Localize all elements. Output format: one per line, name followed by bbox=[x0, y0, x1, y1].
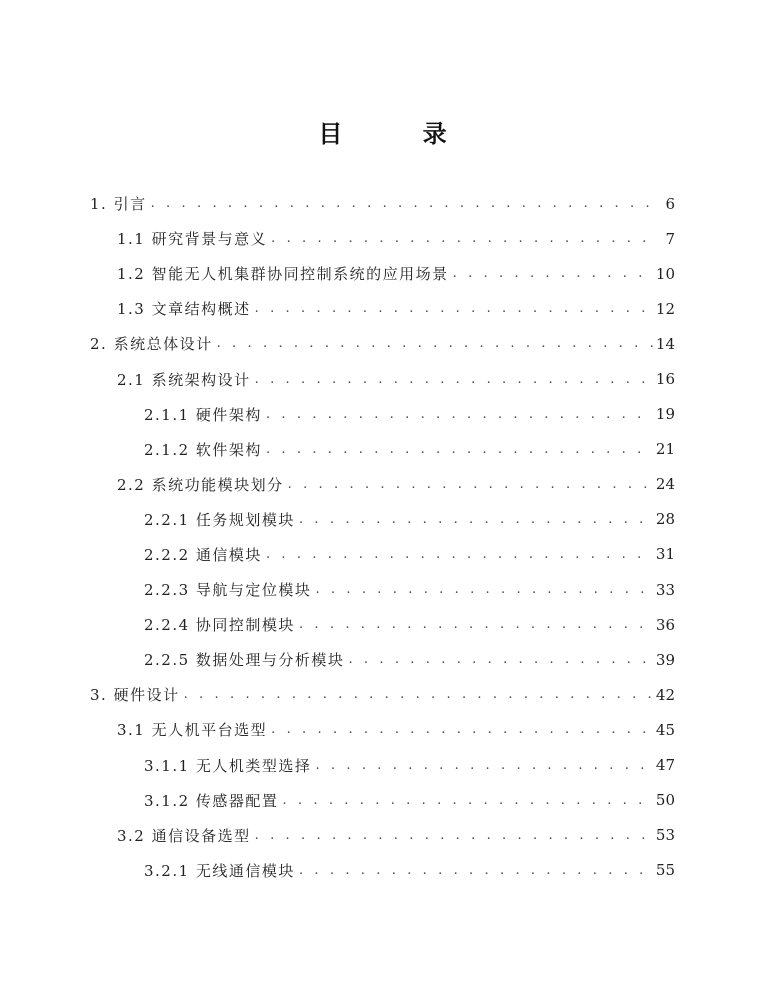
toc-entry[interactable] bbox=[0, 186, 765, 221]
toc-dot-leader bbox=[288, 477, 653, 492]
toc-entry[interactable] bbox=[0, 642, 765, 677]
toc-dot-leader bbox=[315, 582, 653, 597]
toc-dot-leader bbox=[217, 336, 653, 351]
toc-entry-label: 3.2 通信设备选型 bbox=[117, 826, 251, 845]
toc-dot-leader bbox=[299, 863, 653, 878]
toc-entry-label: 1.2 智能无人机集群协同控制系统的应用场景 bbox=[117, 265, 449, 284]
toc-entry[interactable] bbox=[0, 537, 765, 572]
toc-entry-page-number: 31 bbox=[655, 545, 675, 564]
toc-entry[interactable] bbox=[0, 432, 765, 467]
toc-entry-label: 2.2.1 任务规划模块 bbox=[144, 510, 295, 529]
toc-entry-label: 2.2.3 导航与定位模块 bbox=[144, 581, 312, 600]
toc-dot-leader bbox=[315, 758, 653, 773]
toc-entry-page-number: 14 bbox=[655, 334, 675, 353]
toc-dot-leader bbox=[255, 301, 653, 316]
toc-entry[interactable] bbox=[0, 221, 765, 256]
toc-entry-label: 2. 系统总体设计 bbox=[90, 335, 213, 354]
toc-entry-page-number: 47 bbox=[655, 756, 675, 775]
toc-dot-leader bbox=[299, 617, 653, 632]
toc-dot-leader bbox=[266, 407, 653, 422]
toc-entry-page-number: 53 bbox=[655, 826, 675, 845]
toc-entry[interactable] bbox=[0, 502, 765, 537]
toc-entry[interactable] bbox=[0, 397, 765, 432]
toc-entry-page-number: 42 bbox=[655, 685, 675, 704]
toc-entry[interactable] bbox=[0, 783, 765, 818]
toc-dot-leader bbox=[184, 687, 653, 702]
toc-entry-page-number: 21 bbox=[655, 440, 675, 459]
toc-dot-leader bbox=[271, 231, 653, 246]
toc-entry-label: 2.2.4 协同控制模块 bbox=[144, 616, 295, 635]
toc-dot-leader bbox=[255, 372, 653, 387]
toc-entry-page-number: 55 bbox=[655, 861, 675, 880]
toc-entry[interactable] bbox=[0, 256, 765, 291]
toc-entry[interactable] bbox=[0, 677, 765, 712]
toc-entry[interactable] bbox=[0, 467, 765, 502]
page-title: 目 录 bbox=[318, 120, 483, 148]
toc-entry-label: 1. 引言 bbox=[90, 195, 147, 214]
toc-dot-leader bbox=[453, 266, 653, 281]
toc-entry[interactable] bbox=[0, 748, 765, 783]
toc-entry[interactable] bbox=[0, 818, 765, 853]
toc-entry-page-number: 16 bbox=[655, 370, 675, 389]
toc-entry-label: 3.2.1 无线通信模块 bbox=[144, 861, 295, 880]
toc-entry-page-number: 12 bbox=[655, 299, 675, 318]
toc-dot-leader bbox=[348, 652, 653, 667]
toc-entry-page-number: 7 bbox=[665, 229, 675, 248]
toc-entry-label: 3. 硬件设计 bbox=[90, 686, 180, 705]
toc-entry[interactable] bbox=[0, 607, 765, 642]
toc-entry[interactable] bbox=[0, 361, 765, 396]
toc-entry[interactable] bbox=[0, 712, 765, 747]
toc-entry-page-number: 28 bbox=[655, 510, 675, 529]
toc-entry-page-number: 39 bbox=[655, 650, 675, 669]
toc-entry-page-number: 6 bbox=[665, 194, 675, 213]
toc-entry-label: 2.2.5 数据处理与分析模块 bbox=[144, 651, 345, 670]
toc-entry-page-number: 33 bbox=[655, 580, 675, 599]
toc-entry[interactable] bbox=[0, 572, 765, 607]
toc-dot-leader bbox=[266, 547, 653, 562]
toc-entry-label: 3.1 无人机平台选型 bbox=[117, 721, 268, 740]
toc-dot-leader bbox=[271, 722, 653, 737]
toc-entry[interactable] bbox=[0, 291, 765, 326]
toc-entry-page-number: 19 bbox=[655, 405, 675, 424]
table-of-contents bbox=[0, 186, 765, 888]
toc-dot-leader bbox=[255, 828, 653, 843]
toc-entry[interactable] bbox=[0, 326, 765, 361]
toc-entry-label: 1.3 文章结构概述 bbox=[117, 300, 251, 319]
toc-entry-label: 2.1 系统架构设计 bbox=[117, 370, 251, 389]
toc-entry-page-number: 24 bbox=[655, 475, 675, 494]
toc-entry-label: 2.1.2 软件架构 bbox=[144, 440, 262, 459]
toc-entry-page-number: 50 bbox=[655, 791, 675, 810]
toc-entry-label: 3.1.1 无人机类型选择 bbox=[144, 756, 312, 775]
toc-dot-leader bbox=[266, 442, 653, 457]
toc-entry-label: 1.1 研究背景与意义 bbox=[117, 230, 268, 249]
toc-dot-leader bbox=[282, 793, 653, 808]
toc-dot-leader bbox=[151, 196, 653, 211]
toc-entry-page-number: 36 bbox=[655, 615, 675, 634]
toc-entry-page-number: 45 bbox=[655, 720, 675, 739]
toc-entry-label: 2.2 系统功能模块划分 bbox=[117, 475, 284, 494]
toc-entry-page-number: 10 bbox=[655, 264, 675, 283]
toc-entry-label: 2.1.1 硬件架构 bbox=[144, 405, 262, 424]
toc-dot-leader bbox=[299, 512, 653, 527]
toc-entry[interactable] bbox=[0, 853, 765, 888]
toc-entry-label: 3.1.2 传感器配置 bbox=[144, 791, 279, 810]
toc-entry-label: 2.2.2 通信模块 bbox=[144, 545, 262, 564]
